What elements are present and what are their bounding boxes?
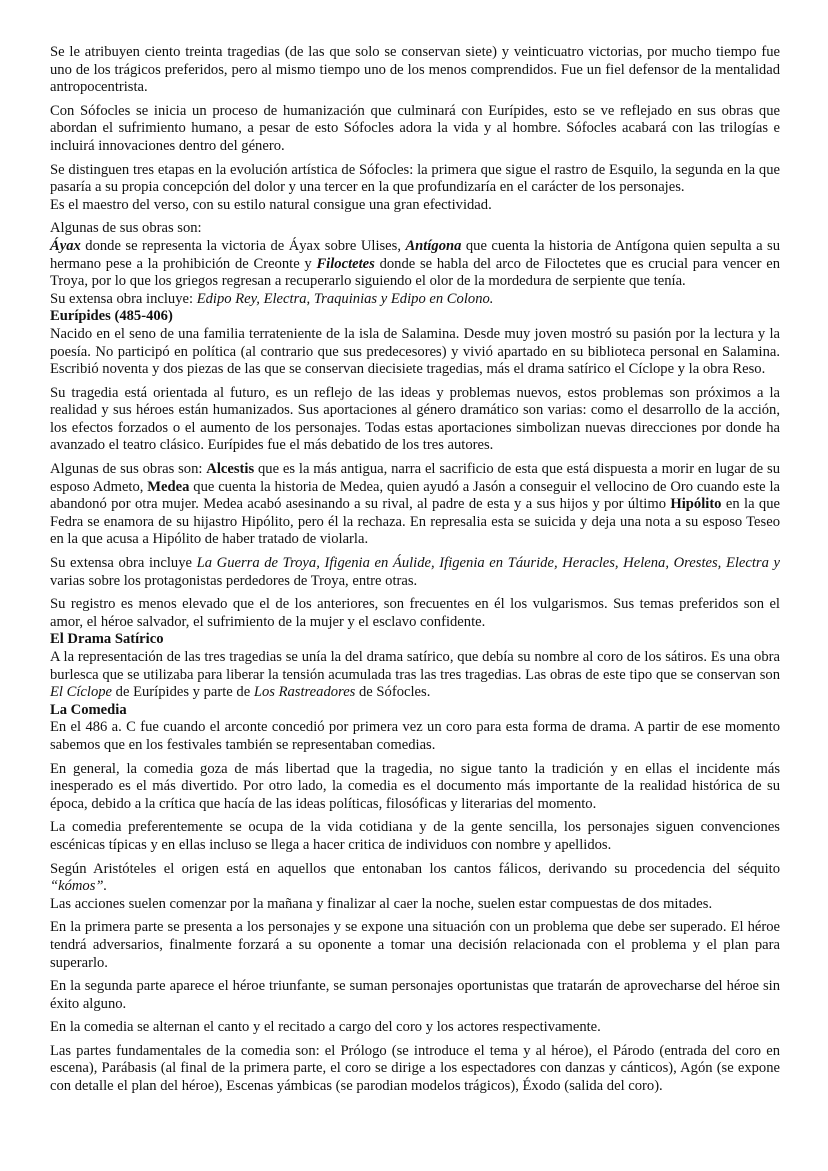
work-desc-medea: que cuenta la historia de Medea, quien ayudó a Jasón a conseguir el vellocino de Oro cuando este la abandonó por otra mujer. Medea acabó asesinando a su rival, al padre de esta y a sus hijos y por último (50, 478, 780, 513)
extensa-works: Edipo Rey, Electra, Traquinias y Edipo en Colono. (196, 290, 494, 307)
sofocles-works-paragraph (50, 238, 780, 291)
euripides-paragraph-bio: Nacido en el seno de una familia terrateniente de la isla de Salamina. Desde muy joven mostró su pasión por la lectura y la poesía. No participó en política (al contrario que sus predecesores) y vivió apartado en su biblioteca personal en Salamina. Escribió noventa y dos piezas de las que se conservan diecisiete tragedias, más el drama satírico el Cíclope y la obra Reso. (50, 325, 780, 378)
drama-satirico-text-1: A la representación de las tres tragedias se unía la del drama satírico, que debía su nombre al coro de los sátiros. Es una obra burlesca que se utilizaba para liberar la tensión acumulada tras las tres tragedias. Las obras de este tipo que se conservan son (50, 649, 780, 683)
sofocles-paragraph-stages: Se distinguen tres etapas en la evolución artística de Sófocles: la primera que sigue el rastro de Esquilo, la segunda en la que pasaría a su propia concepción del dolor y una tercer en la que profundizaría en el carácter de los personajes. (50, 161, 780, 196)
drama-satirico-text-3: de Sófocles. (355, 684, 431, 701)
work-desc-hipolito: en la que Fedra se enamora de su hijastro Hipólito, pero él la rechaza. En represalia esta se suicida y deja una nota a su esposo Teseo en la que acusa a Hipólito de haber tratado de violarla. (50, 496, 780, 548)
aristoteles-text: Según Aristóteles el origen está en aquellos que entonaban los cantos fálicos, derivando su procedencia del séquito (50, 860, 780, 877)
comedia-paragraph-parts: Las partes fundamentales de la comedia son: el Prólogo (se introduce el tema y al héroe), el Párodo (entrada del coro en escena), Parábasis (al final de la primera parte, el coro se dirige a los espectadores con danzas y cánticos), Agón (se expone con detalle el plan del héroe), Escenas yámbicas (se parodian modelos trágicos), Éxodo (salida del coro). (50, 1042, 780, 1095)
euripides-works-paragraph (50, 461, 780, 549)
work-title-alcestis: Alcestis (206, 461, 255, 478)
work-title-ciclope: El Cíclope (50, 684, 113, 701)
section-heading-comedia: La Comedia (50, 701, 127, 718)
work-desc-antigona: que cuenta la historia de Antígona quien sepulta a su hermano pese a la prohibición de Creonte y (50, 237, 781, 272)
drama-satirico-paragraph (50, 649, 780, 702)
section-heading-drama-satirico: El Drama Satírico (50, 631, 164, 648)
euripides-extensa-lead: Su extensa obra incluye (50, 555, 197, 572)
sofocles-paragraph-works-count: Se le atribuyen ciento treinta tragedias (de las que solo se conservan siete) y veinticuatro victorias, por mucho tiempo fue uno de los trágicos preferidos, pero al mismo tiempo uno de los menos comprendidos. Fue un fiel defensor de la mentalidad antropocentrista. (50, 44, 780, 96)
comedia-paragraph-daily-life: La comedia preferentemente se ocupa de la vida cotidiana y de la gente sencilla, los personajes siguen convenciones escénicas típicas y en ellas incluso se llega a hacer critica de individuos con nombre y apellidos. (50, 819, 780, 853)
work-title-rastreadores: Los Rastreadores (253, 684, 356, 701)
work-title-hipolito: Hipólito (670, 496, 722, 513)
euripides-paragraph-tragedy: Su tragedia está orientada al futuro, es un reflejo de las ideas y problemas nuevos, estos problemas son próximos a la realidad y sus héroes están humanizados. Sus aportaciones al género dramático son varias: como el desarrollo de la acción, los efectos forzados o el aumento de los personajes. Todas estas aportaciones simbolizan nuevas direcciones por donde ha avanzado el teatro clásico. Eurípides fue el más debatido de los tres autores. (50, 384, 780, 454)
work-desc-filoctetes: donde se habla del arco de Filoctetes que es crucial para vencer en Troya, por lo que los griegos regresan a recuperarlo siguiendo el olor de la mordedura de serpiente que tenía. (50, 255, 780, 290)
work-title-filoctetes: Filoctetes (316, 255, 375, 272)
comedia-paragraph-freedom: En general, la comedia goza de más libertad que la tragedia, no sigue tanto la tradición y en ellas el incidente más inesperado es el más divertido. Por otro lado, la comedia es el documento más importante de la realidad histórica de su época, debido a la crítica que hacía de las ideas políticas, filosóficas y literarias del momento. (50, 760, 780, 812)
comedia-paragraph-canto: En la comedia se alternan el canto y el recitado a cargo del coro y los actores respectivamente. (50, 1019, 601, 1036)
section-heading-euripides: Eurípides (485-406) (50, 308, 173, 325)
comedia-paragraph-actions: Las acciones suelen comenzar por la mañana y finalizar al caer la noche, suelen estar compuestas de dos mitades. (50, 895, 713, 912)
sofocles-paragraph-humanization: Con Sófocles se inicia un proceso de humanización que culminará con Eurípides, esto se ve reflejado en sus obras que abordan el sufrimiento humano, a pesar de esto Sófocles adora la vida y al hombre. Sófocles acabará con las trilogías e incluirá innovaciones dentro del género. (50, 102, 780, 154)
euripides-extensa-tail: varias sobre los protagonistas perdedores de Troya, entre otras. (50, 572, 418, 589)
euripides-extensa-works: La Guerra de Troya, Ifigenia en Áulide, Ifigenia en Táuride, Heracles, Helena, Orestes, Electra y (196, 555, 781, 572)
work-desc-alcestis: que es la más antigua, narra el sacrificio de esta que está dispuesta a morir en lugar de su esposo Admeto, (50, 461, 780, 495)
document-page (50, 44, 780, 1102)
euripides-works-lead: Algunas de sus obras son: (50, 461, 207, 478)
sofocles-extensa-obra (50, 291, 780, 309)
euripides-paragraph-registro: Su registro es menos elevado que el de los anteriores, son frecuentes en él los vulgarismos. Sus temas preferidos son el amor, el héroe salvador, el sufrimiento de la mujer y el esclavo confidente. (50, 596, 780, 630)
drama-satirico-text-2: de Eurípides y parte de (112, 684, 254, 701)
comedia-paragraph-origin-date: En el 486 a. C fue cuando el arconte concedió por primera vez un coro para esta forma de drama. A partir de ese momento sabemos que en los festivales también se representaban comedias. (50, 719, 780, 753)
euripides-extensa-obra (50, 555, 780, 590)
work-title-medea: Medea (147, 478, 190, 495)
sofocles-works-intro: Algunas de sus obras son: (50, 220, 202, 237)
sofocles-paragraph-verse: Es el maestro del verso, con su estilo natural consigue una gran efectividad. (50, 196, 492, 213)
extensa-lead: Su extensa obra incluye: (50, 290, 197, 307)
comedia-paragraph-first-part: En la primera parte se presenta a los personajes y se expone una situación con un problema que debe ser superado. El héroe tendrá adversarios, finalmente forzará a su oponente a tomar una decisión relacionada con el problema y el plan para superarlo. (50, 919, 780, 971)
comedia-paragraph-aristoteles (50, 861, 780, 896)
komos-term: “kómos”. (50, 878, 108, 895)
work-title-ayax: Áyax (50, 237, 81, 254)
work-title-antigona: Antígona (405, 237, 462, 254)
comedia-paragraph-second-part: En la segunda parte aparece el héroe triunfante, se suman personajes oportunistas que tratarán de aprovecharse del héroe sin éxito alguno. (50, 978, 780, 1012)
work-desc-ayax: donde se representa la victoria de Áyax sobre Ulises, (80, 237, 406, 254)
